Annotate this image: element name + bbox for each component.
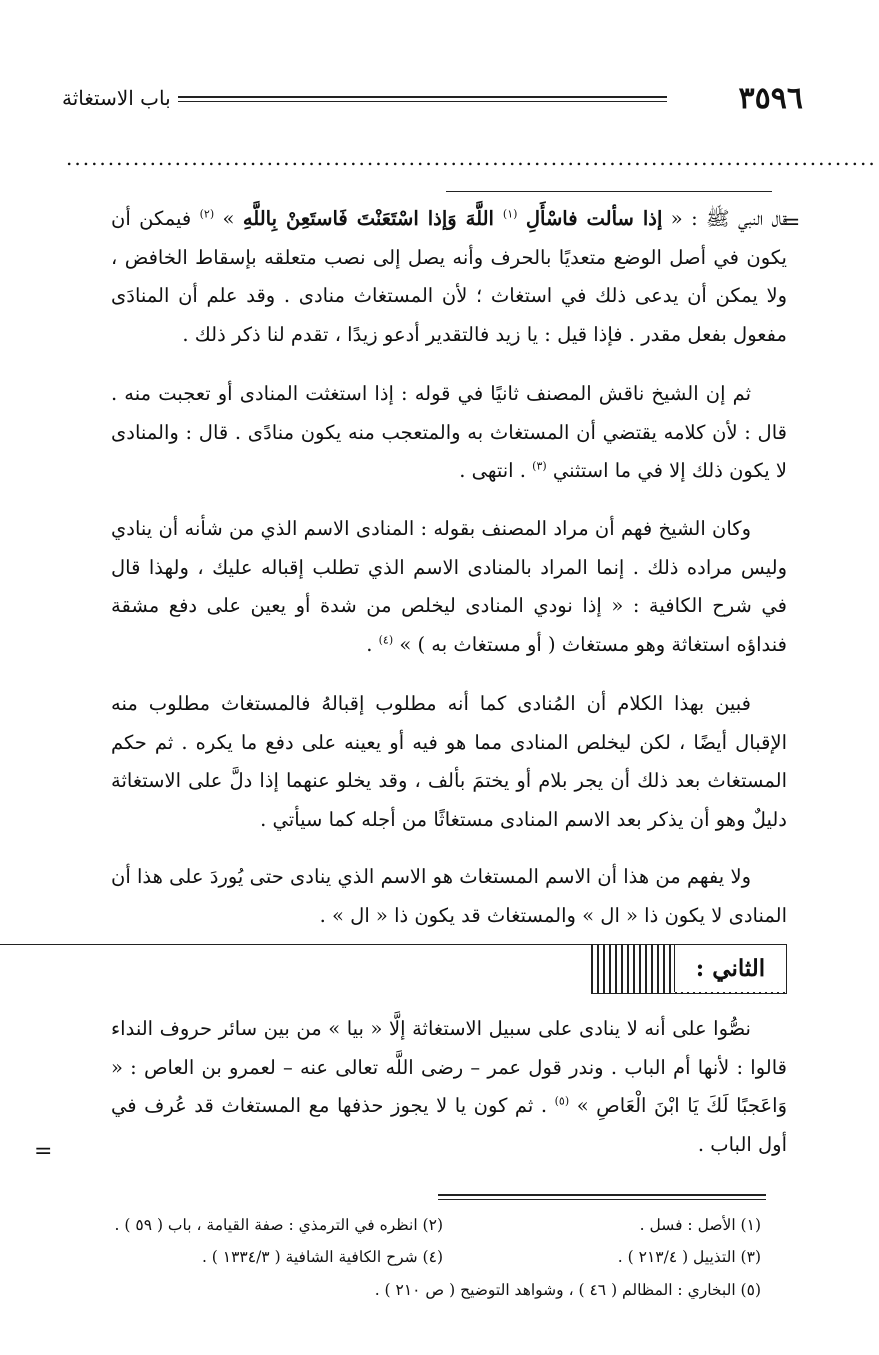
footnote-5: (٥) البخاري : المظالم ( ٤٦ ) ، وشواهد التوضيح ( ص ٢١٠ ) .: [374, 1281, 761, 1299]
paragraph-1: [111, 200, 787, 354]
p1-mid: »: [214, 207, 243, 230]
p2-pre: ثم إن الشيخ ناقش المصنف ثانيًا في قوله : إذا استغثت المنادى أو تعجبت منه . قال : لأن كلامه يقتضي أن المستغاث به والمتعجب منه يكون منادًى . قال : والمنادى لا يكون ذلك إلا في ما استثني: [111, 382, 787, 482]
hadith-quote-part2: اللَّهَ وَإذا اسْتَعَنْتَ فَاستَعِنْ بِاللَّهِ: [242, 207, 503, 230]
footnote-3: (٣) التذييل ( ٢١٣/٤ ) .: [617, 1248, 761, 1266]
continuation-mark-top: =: [782, 210, 801, 235]
p1-pre: قال النبي ﷺ : «: [662, 207, 788, 230]
footnote-ref-3: (٣): [532, 459, 547, 473]
header-rule: [178, 96, 667, 102]
p4-text: فبين بهذا الكلام أن المُنادى كما أنه مطلوب إقبالهُ فالمستغاث مطلوب منه الإقبال أيضًا ، لكن ليخلص المنادى مما هو فيه أو يعينه على دفع ما يكره . ثم حكم المستغاث بعد ذلك أن يجر بلام أو يختمَ بألف ، وقد يخلو عنهما إذا دلَّ على الاستغاثة دليلٌ وهو أن يذكر بعد الاسم المنادى مستغاثًا من أجله كما سيأتي .: [111, 692, 787, 831]
p5-text: ولا يفهم من هذا أن الاسم المستغاث هو الاسم الذي ينادى حتى يُوردَ على هذا أن المنادى لا يكون ذا « ال » والمستغاث قد يكون ذا « ال » .: [111, 865, 787, 927]
p1-post: فيمكن أن يكون في أصل الوضع متعديًا بالحرف وأنه يصل إلى نصب متعلقه بإسقاط الخافض ، ولا يمكن أن يدعى ذلك في استغاث ؛ لأن المستغاث منادى . وقد علم أن المنادَى مفعول بفعل مقدر . فإذا قيل : يا زيد فالتقدير أدعو زيدًا ، تقدم لنا ذكر ذلك .: [111, 207, 787, 346]
paragraph-3: [111, 510, 787, 664]
continuation-mark-bottom: =: [34, 1139, 53, 1164]
footnote-ref-1: (١): [502, 207, 518, 221]
paragraph-2: [111, 375, 787, 491]
p2-post: . انتهى .: [459, 459, 533, 482]
footnote-rule: [438, 1194, 766, 1196]
section-paragraph: [111, 1010, 787, 1164]
p3-pre: وكان الشيخ فهم أن مراد المصنف بقوله : المنادى الاسم الذي من شأنه أن ينادي وليس مراده ذلك . إنما المراد بالمنادى الاسم الذي تطلب إقباله عليك ، ولهذا قال في شرح الكافية : « إذا نودي المنادى ليخلص من شدة أو يعين على دفع مشقة فنداؤه استغاثة وهو مستغاث ( أو مستغاث به ) »: [111, 517, 787, 656]
continuation-dots: .................................................................................................: [66, 146, 877, 170]
sp-post: . ثم كون يا لا يجوز حذفها مع المستغاث قد عُرف في أول الباب .: [111, 1094, 787, 1156]
running-title: باب الاستغاثة: [62, 86, 171, 110]
section-heading-box: [591, 944, 787, 994]
footnote-ref-4: (٤): [378, 633, 394, 646]
page-number: ٣٥٩٦: [738, 81, 803, 116]
paragraph-4: [111, 685, 787, 839]
section-rule: [0, 944, 591, 945]
section-heading: الثاني :: [674, 945, 786, 992]
hadith-quote-part1: إذا سألت فاسْأَلِ: [525, 207, 663, 230]
footnote-4: (٤) شرح الكافية الشافية ( ١٣٣٤/٣ ) .: [201, 1248, 443, 1266]
footnote-ref-2: (٢): [199, 207, 215, 221]
footnote-rule-thin: [438, 1199, 766, 1200]
continuation-rule: [446, 191, 772, 192]
footnote-2: (٢) انظره في الترمذي : صفة القيامة ، باب ( ٥٩ ) .: [114, 1216, 443, 1234]
paragraph-5: [111, 858, 787, 935]
p3-post: .: [366, 632, 379, 656]
footnote-1: (١) الأصل : فسل .: [639, 1216, 761, 1234]
footnote-ref-5: (٥): [554, 1094, 570, 1108]
sp-pre: نصُّوا على أنه لا ينادى على سبيل الاستغاثة إلَّا « بيا » من بين سائر حروف النداء قالوا : لأنها أم الباب . وندر قول عمر – رضى اللَّه تعالى عنه – لعمرو بن العاص : « وَاعَجبًا لَكَ يَا ابْنَ الْعَاصِ »: [111, 1017, 787, 1117]
